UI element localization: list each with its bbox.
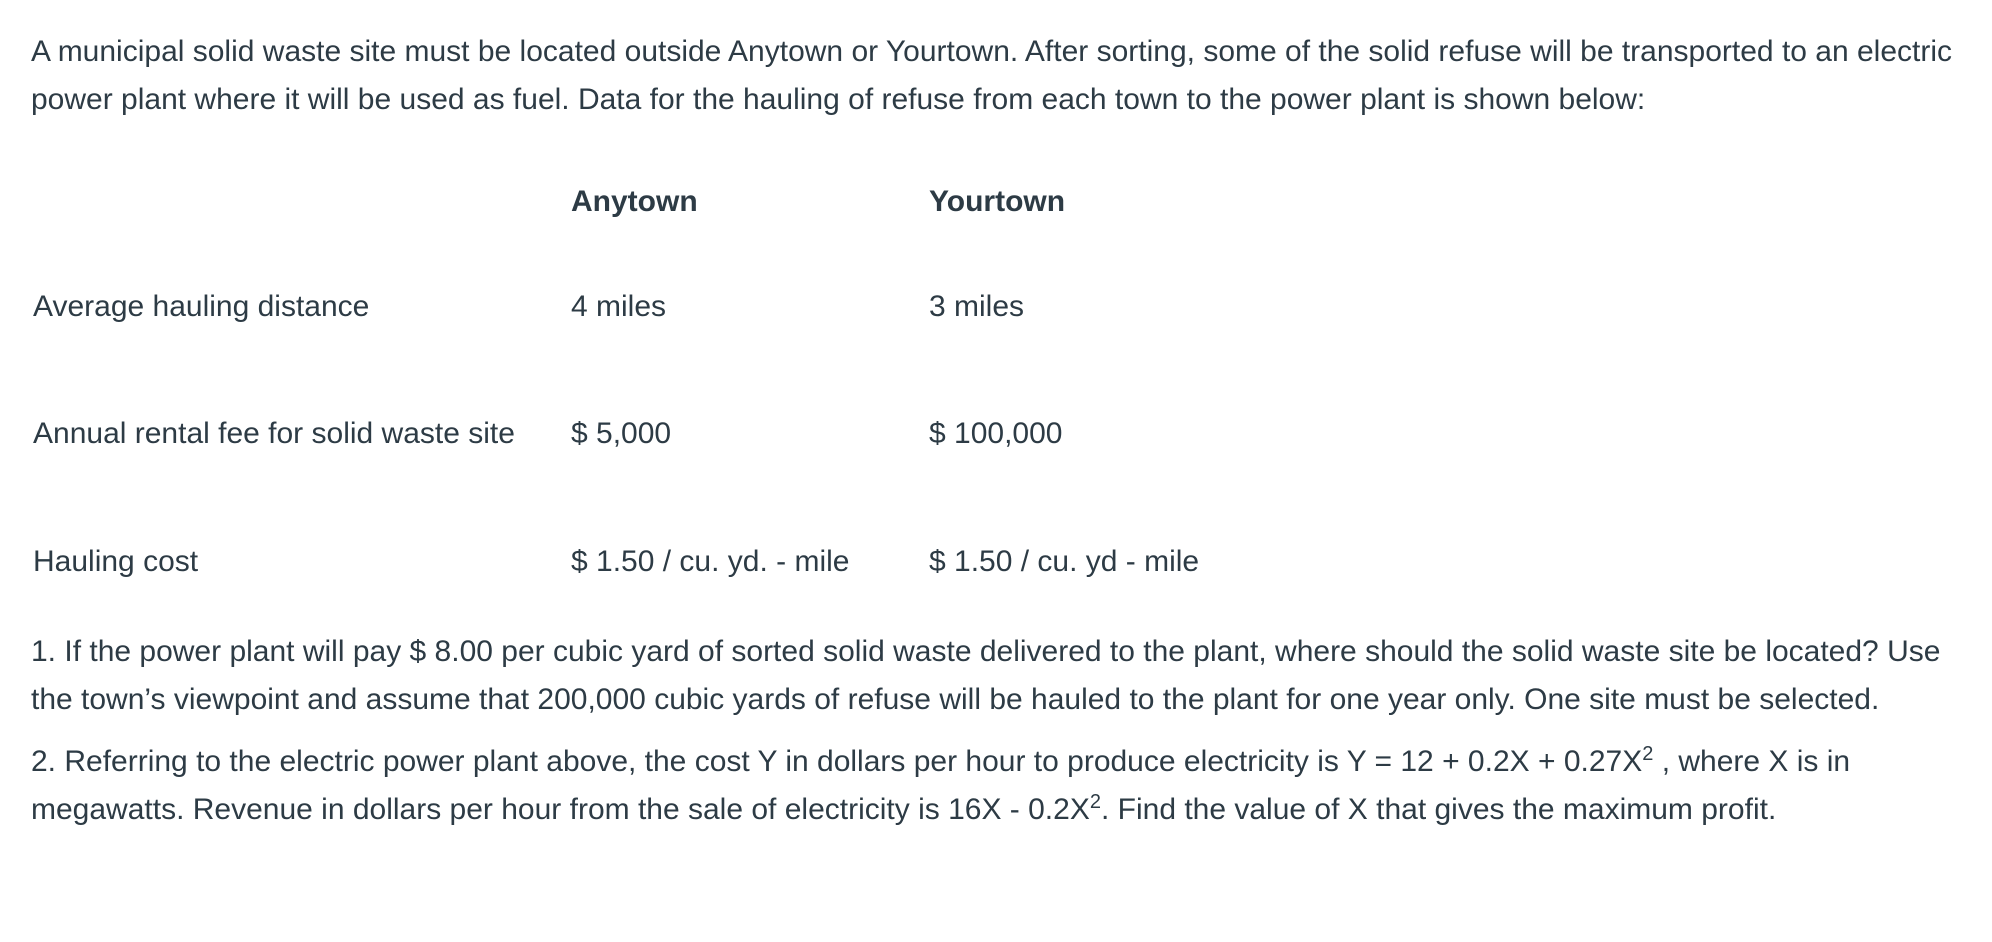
row-label-hauling-cost <box>33 509 571 614</box>
row-label-text: Average hauling distance <box>33 289 370 323</box>
question-2-text-b: , where X is in megawatts. Revenue in dollars per hour from the sale of electricity is 16X - 0.2X <box>31 745 1851 826</box>
anytown-distance: 4 miles <box>571 289 667 323</box>
question-1: 1. If the power plant will pay $ 8.00 per cubic yard of sorted solid waste delivered to the plant, where should the solid waste site be located? Use the town’s viewpoint and assume that 200,000 cubic yards of refuse will be hauled to the plant for one year only. One site must be selected. <box>31 635 1941 716</box>
row-label-distance <box>33 254 571 359</box>
hauling-data-table <box>33 150 1329 614</box>
yourtown-distance: 3 miles <box>929 289 1025 323</box>
table-header-row <box>33 150 1329 254</box>
yourtown-hauling-cost: $ 1.50 / cu. yd - mile <box>929 544 1200 578</box>
superscript-exponent: 2 <box>1089 791 1101 813</box>
anytown-hauling-cost: $ 1.50 / cu. yd. - mile <box>571 544 850 578</box>
header-yourtown: Yourtown <box>929 185 1066 218</box>
table-row <box>33 359 1329 509</box>
anytown-rental-fee: $ 5,000 <box>571 417 672 450</box>
question-2-text-a: 2. Referring to the electric power plant above, the cost Y in dollars per hour to produce electricity is Y = 12 + 0.2X + 0.27X <box>31 745 1643 778</box>
question-2-text-c: . Find the value of X that gives the maximum profit. <box>1100 793 1777 826</box>
header-anytown: Anytown <box>571 185 698 218</box>
table-row <box>33 509 1329 614</box>
intro-paragraph: A municipal solid waste site must be located outside Anytown or Yourtown. After sorting, some of the solid refuse will be transported to an electric power plant where it will be used as fuel. Data for the hauling of refuse from each town to the power plant is shown below: <box>31 35 1953 116</box>
row-label-text: Hauling cost <box>33 544 199 578</box>
header-empty-cell <box>33 150 571 254</box>
table-row <box>33 254 1329 359</box>
row-label-text: Annual rental fee for solid waste site <box>33 417 515 450</box>
superscript-exponent: 2 <box>1642 743 1654 765</box>
question-2 <box>31 738 1961 834</box>
row-label-rental <box>33 359 571 509</box>
yourtown-rental-fee: $ 100,000 <box>929 417 1063 450</box>
